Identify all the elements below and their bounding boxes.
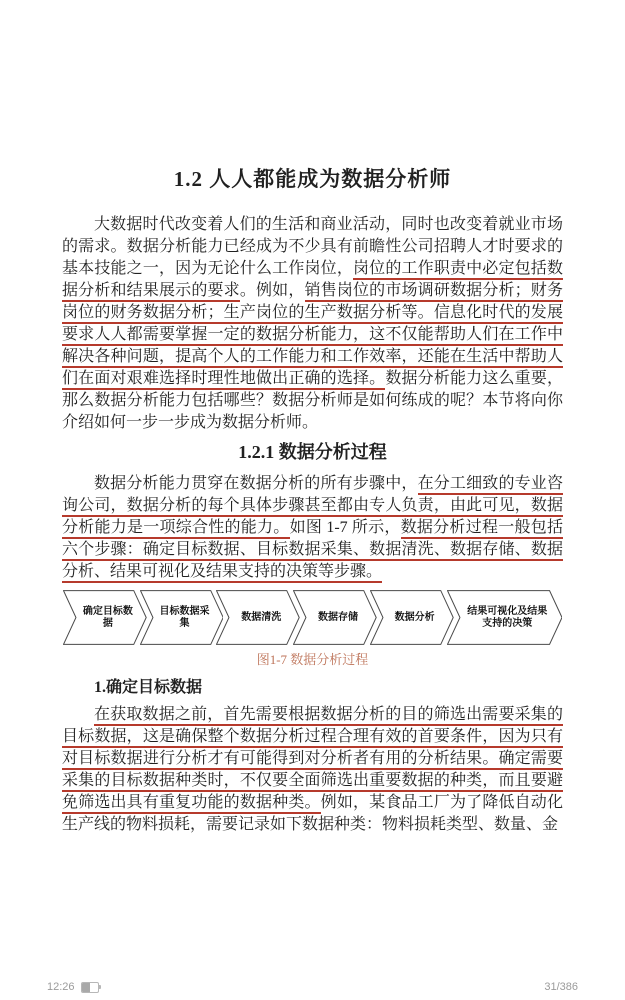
body-text: 如图 1-7 所示， [289,519,401,536]
flow-step [447,590,563,645]
flow-step [293,590,377,645]
paragraph-process [62,473,563,583]
flow-step-label: 结果可视化及结果支持的决策 [467,605,548,629]
flow-step-label: 确定目标数据 [82,605,133,629]
body-text: 。例如， [239,282,305,299]
underlined-annotation-text: 岗位的工作职责中必定包括数据分析和结果展示的要求 [62,260,563,302]
underlined-annotation-text: 数据分析过程一般包括六个步骤：确定目标数据、目标数据采集、数据清洗、数据存储、数据分析、结果可视化及结果支持的决策等步骤。 [62,519,563,583]
body-text: 数据分析能力贯穿在数据分析的所有步骤中， [94,475,418,492]
battery-fill [82,983,90,992]
flow-step [140,590,224,645]
body-text: 大数据时代改变着人们的生活和商业活动，同时也改变着就业市场的需求。数据分析能力已经成为不少具有前瞻性公司招聘人才时要求的基本技能之一，因为无论什么工作岗位， [62,216,563,277]
body-text: 例如，某食品工厂为了降低自动化生产线的物料损耗，需要记录如下数据种类：物料损耗类型、数量、金 [62,794,563,833]
flow-step [63,590,147,645]
page-indicator: 31/386 [544,981,578,993]
flow-diagram [63,590,562,645]
status-left [47,981,99,993]
paragraph-intro [62,214,563,434]
underlined-annotation-text: 销售岗位的市场调研数据分析；财务岗位的财务数据分析；生产岗位的生产数据分析等。 [62,282,563,324]
figure-caption: 图1-7 数据分析过程 [256,652,369,667]
battery-nub [99,985,101,989]
clock-time: 12:26 [47,981,75,993]
subsection-heading: 1.确定目标数据 [94,679,203,696]
underlined-annotation-text: 信息化时代的发展要求人人都需要掌握一定的数据分析能力，这不仅能帮助人们在工作中解决各种问题，提高个人的工作能力和工作效率，还能在生活中帮助人们在面对艰难选择时理性地做出正确的选择。 [62,304,563,390]
paragraph-target-data [62,704,563,836]
flow-step-label: 目标数据采集 [159,605,210,629]
flow-step-label: 数据存储 [317,611,358,623]
flow-step [216,590,300,645]
flow-step [370,590,454,645]
body-text: 数据分析能力这么重要，那么数据分析能力包括哪些？数据分析师是如何练成的呢？本节将向你介绍如何一步一步成为数据分析师。 [62,370,563,431]
section-heading: 1.2.1 数据分析过程 [238,442,387,462]
chapter-title: 1.2 人人都能成为数据分析师 [173,167,452,191]
flow-step-label: 数据分析 [394,611,435,623]
flow-step-label: 数据清洗 [241,611,282,623]
underlined-annotation-text: 在获取数据之前，首先需要根据数据分析的目的筛选出需要采集的目标数据，这是确保整个数据分析过程合理有效的首要条件，因为只有对目标数据进行分析才有可能得到对分析者有用的分析结果。确定需要采集的目标数据种类时，不仅要全面筛选出重要数据的种类，而且要避免筛选出具有重复功能的数据种类。 [62,706,563,814]
battery-half-icon [81,982,99,993]
status-bar [47,981,578,993]
underlined-annotation-text: 在分工细致的专业咨询公司，数据分析的每个具体步骤甚至都由专人负责，由此可见，数据分析能力是一项综合性的能力。 [62,475,563,539]
